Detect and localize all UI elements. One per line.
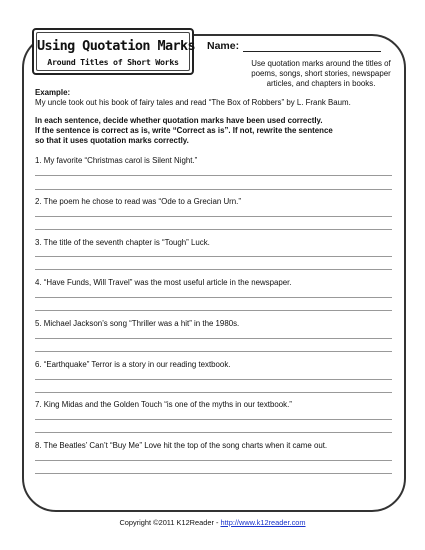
example-text: My uncle took out his book of fairy tales and read “The Box of Robbers” by L. Frank Baum. — [35, 98, 351, 107]
answer-line-5a[interactable] — [35, 338, 392, 339]
answer-line-2a[interactable] — [35, 216, 392, 217]
answer-line-1b[interactable] — [35, 189, 392, 190]
answer-line-5b[interactable] — [35, 351, 392, 352]
question-2: 2. The poem he chose to read was “Ode to a Grecian Urn.” — [35, 197, 241, 206]
question-1: 1. My favorite “Christmas carol is Silent Night.” — [35, 156, 198, 165]
answer-line-4b[interactable] — [35, 310, 392, 311]
name-field[interactable] — [243, 51, 381, 52]
question-5: 5. Michael Jackson’s song “Thriller was a hit” in the 1980s. — [35, 319, 240, 328]
instruction-line: In each sentence, decide whether quotation marks have been used correctly. — [35, 116, 323, 125]
question-8: 8. The Beatles’ Can’t “Buy Me” Love hit the top of the song charts when it came out. — [35, 441, 328, 450]
footer — [0, 518, 425, 527]
answer-line-8a[interactable] — [35, 460, 392, 461]
name-label: Name: — [207, 40, 240, 52]
k12reader-link[interactable]: http://www.k12reader.com — [220, 518, 306, 527]
answer-line-6a[interactable] — [35, 379, 392, 380]
answer-line-3b[interactable] — [35, 269, 392, 270]
question-6: 6. “Earthquake” Terror is a story in our reading textbook. — [35, 360, 231, 369]
worksheet-subtitle: Around Titles of Short Works — [47, 57, 179, 67]
instruction-line: If the sentence is correct as is, write “Correct as is”. If not, rewrite the sentence — [35, 126, 333, 135]
question-7: 7. King Midas and the Golden Touch “is one of the myths in our textbook.” — [35, 400, 292, 409]
instruction-line: so that it uses quotation marks correctly. — [35, 136, 189, 145]
question-4: 4. “Have Funds, Will Travel” was the most useful article in the newspaper. — [35, 278, 292, 287]
worksheet-title: Using Quotation Marks — [37, 38, 196, 54]
answer-line-3a[interactable] — [35, 256, 392, 257]
title-inner-border — [36, 32, 196, 71]
answer-line-7b[interactable] — [35, 432, 392, 433]
answer-line-2b[interactable] — [35, 229, 392, 230]
example-label: Example: — [35, 88, 71, 97]
answer-line-4a[interactable] — [35, 297, 392, 298]
title-box — [32, 28, 194, 75]
question-3: 3. The title of the seventh chapter is “Tough” Luck. — [35, 238, 210, 247]
answer-line-8b[interactable] — [35, 473, 392, 474]
answer-line-1a[interactable] — [35, 175, 392, 176]
intro-text: Use quotation marks around the titles of poems, songs, short stories, newspaper articles, and chapters in books. — [251, 59, 391, 88]
answer-line-6b[interactable] — [35, 392, 392, 393]
answer-line-7a[interactable] — [35, 419, 392, 420]
copyright-text: Copyright ©2011 K12Reader - — [119, 518, 221, 527]
